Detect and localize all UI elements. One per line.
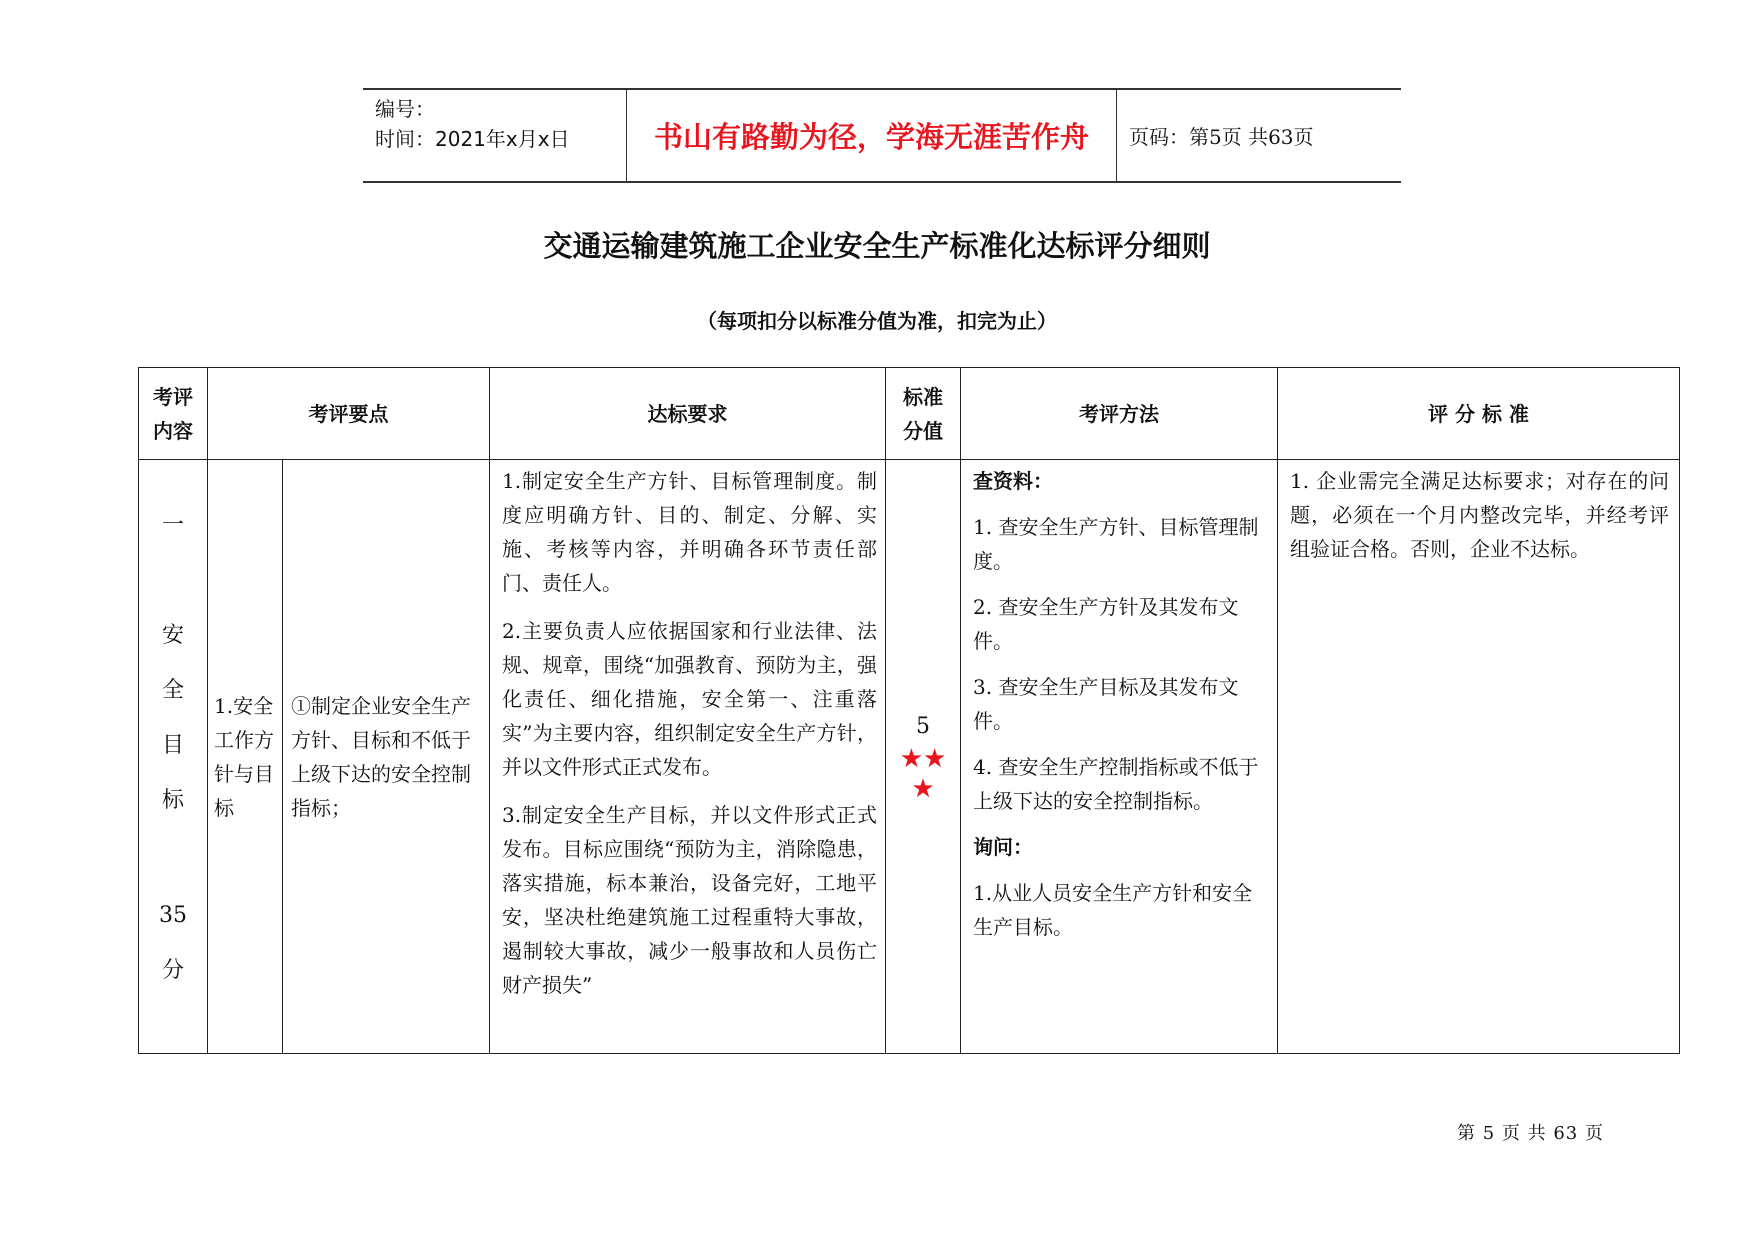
point-sub-cell (283, 460, 490, 1054)
document-header (363, 88, 1401, 183)
page-footer: 第 5 页 共 63 页 (1457, 1123, 1604, 1144)
header-score: 标准 分值 (886, 368, 961, 460)
score-cell (886, 460, 961, 1054)
method-item: 1.从业人员安全生产方针和安全生产目标。 (973, 881, 1253, 939)
point-main-cell (208, 460, 283, 1054)
method-item: 1. 查安全生产方针、目标管理制度。 (973, 515, 1259, 573)
requirement-item: 1.制定安全生产方针、目标管理制度。制度应明确方针、目的、制定、分解、实施、考核等内容，并明确各环节责任部门、责任人。 (502, 469, 877, 595)
standard-cell (1278, 460, 1680, 1054)
method-check-docs: 查资料： (973, 469, 1053, 493)
category-cell: 一 安 全 目 标 35 分 (139, 460, 208, 1054)
requirements-cell (490, 460, 886, 1054)
header-motto: 书山有路勤为径，学海无涯苦作舟 (627, 90, 1117, 181)
header-page-code: 页码：第5页 共63页 (1129, 125, 1314, 149)
point-main: 1.安全工作方针与目标 (214, 693, 274, 820)
header-requirements: 达标要求 (490, 368, 886, 460)
header-content: 考评 内容 (139, 368, 208, 460)
point-sub: ①制定企业安全生产方针、目标和不低于上级下达的安全控制指标； (291, 693, 471, 820)
requirement-item: 3.制定安全生产目标，并以文件形式正式发布。目标应围绕“预防为主，消除隐患，落实措施，标本兼治，设备完好，工地平安，坚决杜绝建筑施工过程重特大事故，遏制较大事故，减少一般事故和人员伤亡财产损失” (502, 803, 877, 997)
table-row (139, 460, 1680, 1054)
score-value: 5 (916, 713, 930, 739)
time-label: 时间：2021年x月x日 (375, 127, 570, 151)
document-title: 交通运输建筑施工企业安全生产标准化达标评分细则 (543, 229, 1211, 263)
method-item: 4. 查安全生产控制指标或不低于上级下达的安全控制指标。 (973, 755, 1259, 813)
method-item: 2. 查安全生产方针及其发布文件。 (973, 595, 1239, 653)
header-points: 考评要点 (208, 368, 490, 460)
scoring-table (138, 367, 1680, 1054)
header-method: 考评方法 (961, 368, 1278, 460)
header-standard: 评 分 标 准 (1278, 368, 1680, 460)
requirement-item: 2.主要负责人应依据国家和行业法律、法规、规章，围绕“加强教育、预防为主，强化责任、细化措施，安全第一、注重落实”为主要内容，组织制定安全生产方针，并以文件形式正式发布。 (502, 619, 877, 779)
scoring-standard: 1. 企业需完全满足达标要求；对存在的问题，必须在一个月内整改完毕，并经考评组验证合格。否则，企业不达标。 (1290, 469, 1669, 561)
table-header-row (139, 368, 1680, 460)
method-cell (961, 460, 1278, 1054)
method-item: 3. 查安全生产目标及其发布文件。 (973, 675, 1239, 733)
star-rating-icon: ★★ ★ (899, 743, 947, 804)
document-subtitle: （每项扣分以标准分值为准，扣完为止） (697, 309, 1057, 333)
header-meta (363, 90, 627, 181)
number-label: 编号： (375, 97, 435, 121)
method-ask: 询问： (973, 835, 1033, 859)
